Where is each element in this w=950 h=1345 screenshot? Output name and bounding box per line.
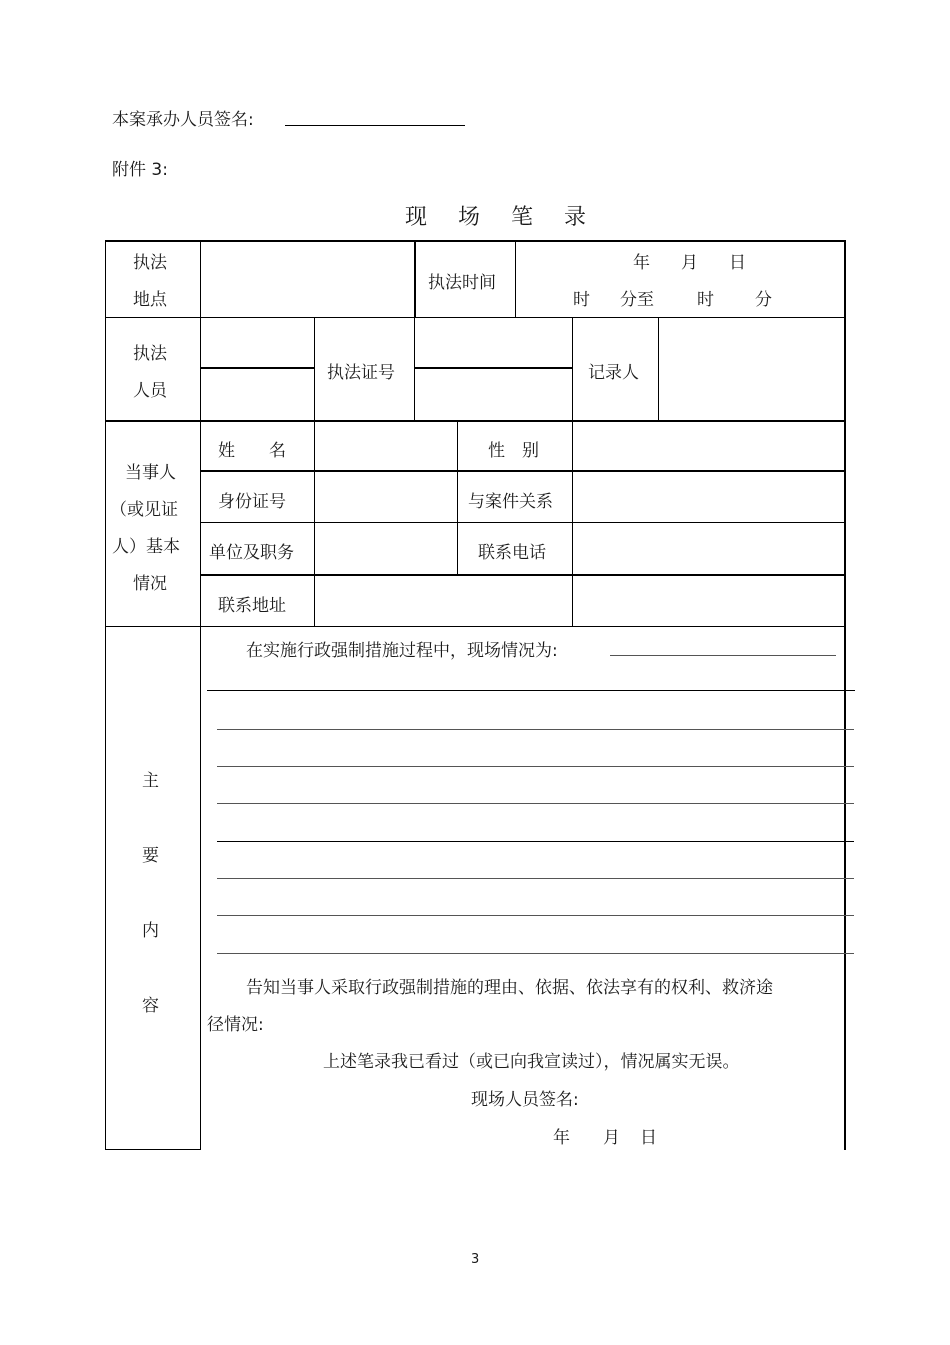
row2-inner-line	[414, 367, 572, 369]
recorder-label: 记录人	[588, 363, 639, 383]
attachment-label: 附件 3:	[112, 160, 168, 180]
location-field[interactable]	[203, 243, 412, 315]
main-char-3: 内	[142, 921, 159, 941]
location-label-1: 执法	[133, 253, 167, 273]
party-label-4: 情况	[133, 574, 167, 594]
row2-bottom	[105, 420, 846, 422]
writing-line[interactable]	[217, 953, 854, 954]
officer-label-2: 人员	[133, 381, 167, 401]
table-bottom-border	[105, 1149, 201, 1150]
sign-date-month: 月	[603, 1128, 620, 1148]
date-month: 月	[681, 253, 698, 273]
table-left-border	[105, 240, 106, 1150]
gender-field[interactable]	[575, 423, 841, 468]
id-field[interactable]	[317, 474, 455, 520]
gender-label: 性 别	[488, 441, 539, 461]
time-hour2: 时	[697, 290, 714, 310]
party-bottom	[105, 626, 846, 627]
divider	[414, 240, 416, 318]
date-day: 日	[729, 253, 746, 273]
signature-label: 本案承办人员签名:	[112, 110, 254, 130]
writing-line[interactable]	[207, 690, 855, 691]
divider	[200, 240, 201, 1150]
table-right-border	[844, 240, 846, 1150]
writing-line[interactable]	[217, 878, 854, 879]
party-row-line	[200, 522, 846, 523]
party-row-line	[200, 470, 846, 472]
main-char-2: 要	[142, 846, 159, 866]
relation-label: 与案件关系	[468, 492, 553, 512]
divider	[457, 420, 458, 575]
divider	[658, 317, 659, 420]
row2-inner-line	[200, 367, 315, 369]
writing-line[interactable]	[217, 841, 854, 842]
writing-line[interactable]	[217, 915, 854, 916]
phone-field[interactable]	[575, 525, 841, 572]
recorder-field[interactable]	[661, 320, 841, 418]
writing-line[interactable]	[217, 803, 854, 804]
main-char-1: 主	[142, 771, 159, 791]
main-char-4: 容	[142, 996, 159, 1016]
id-label: 身份证号	[218, 492, 286, 512]
relation-field[interactable]	[575, 474, 841, 520]
party-label-3: 人）基本	[112, 537, 180, 557]
party-row-line	[200, 574, 846, 576]
name-label: 姓 名	[218, 441, 286, 461]
unit-label: 单位及职务	[209, 543, 294, 563]
party-label-2: （或见证	[110, 500, 178, 520]
sign-date-year: 年	[553, 1128, 570, 1148]
unit-field[interactable]	[317, 525, 455, 572]
time-minute-to: 分至	[620, 290, 654, 310]
time-hour: 时	[573, 290, 590, 310]
sign-date-day: 日	[640, 1128, 657, 1148]
address-field[interactable]	[317, 578, 841, 624]
name-field[interactable]	[317, 423, 455, 468]
situation-blank-line[interactable]	[610, 655, 836, 656]
confirm-text: 上述笔录我已看过（或已向我宣读过），情况属实无误。	[323, 1052, 740, 1072]
page-number: 3	[471, 1252, 480, 1267]
cert-label: 执法证号	[327, 363, 395, 383]
phone-label: 联系电话	[478, 543, 546, 563]
notice-line-2: 径情况:	[207, 1015, 264, 1035]
situation-text: 在实施行政强制措施过程中，现场情况为:	[246, 641, 558, 661]
divider	[515, 240, 516, 318]
signature-line[interactable]	[285, 125, 465, 126]
writing-line[interactable]	[217, 729, 854, 730]
party-label-1: 当事人	[125, 463, 176, 483]
address-label: 联系地址	[218, 596, 286, 616]
time-minute2: 分	[755, 290, 772, 310]
divider	[314, 317, 315, 627]
sign-label: 现场人员签名:	[471, 1090, 579, 1110]
notice-line-1: 告知当事人采取行政强制措施的理由、依据、依法享有的权利、救济途	[246, 978, 773, 998]
location-label-2: 地点	[133, 290, 167, 310]
row1-bottom	[105, 317, 846, 318]
time-label: 执法时间	[428, 273, 496, 293]
page-title: 现 场 笔 录	[405, 205, 598, 230]
date-year: 年	[633, 253, 650, 273]
table-top-border	[105, 240, 846, 242]
officer-label-1: 执法	[133, 344, 167, 364]
writing-line[interactable]	[217, 766, 854, 767]
